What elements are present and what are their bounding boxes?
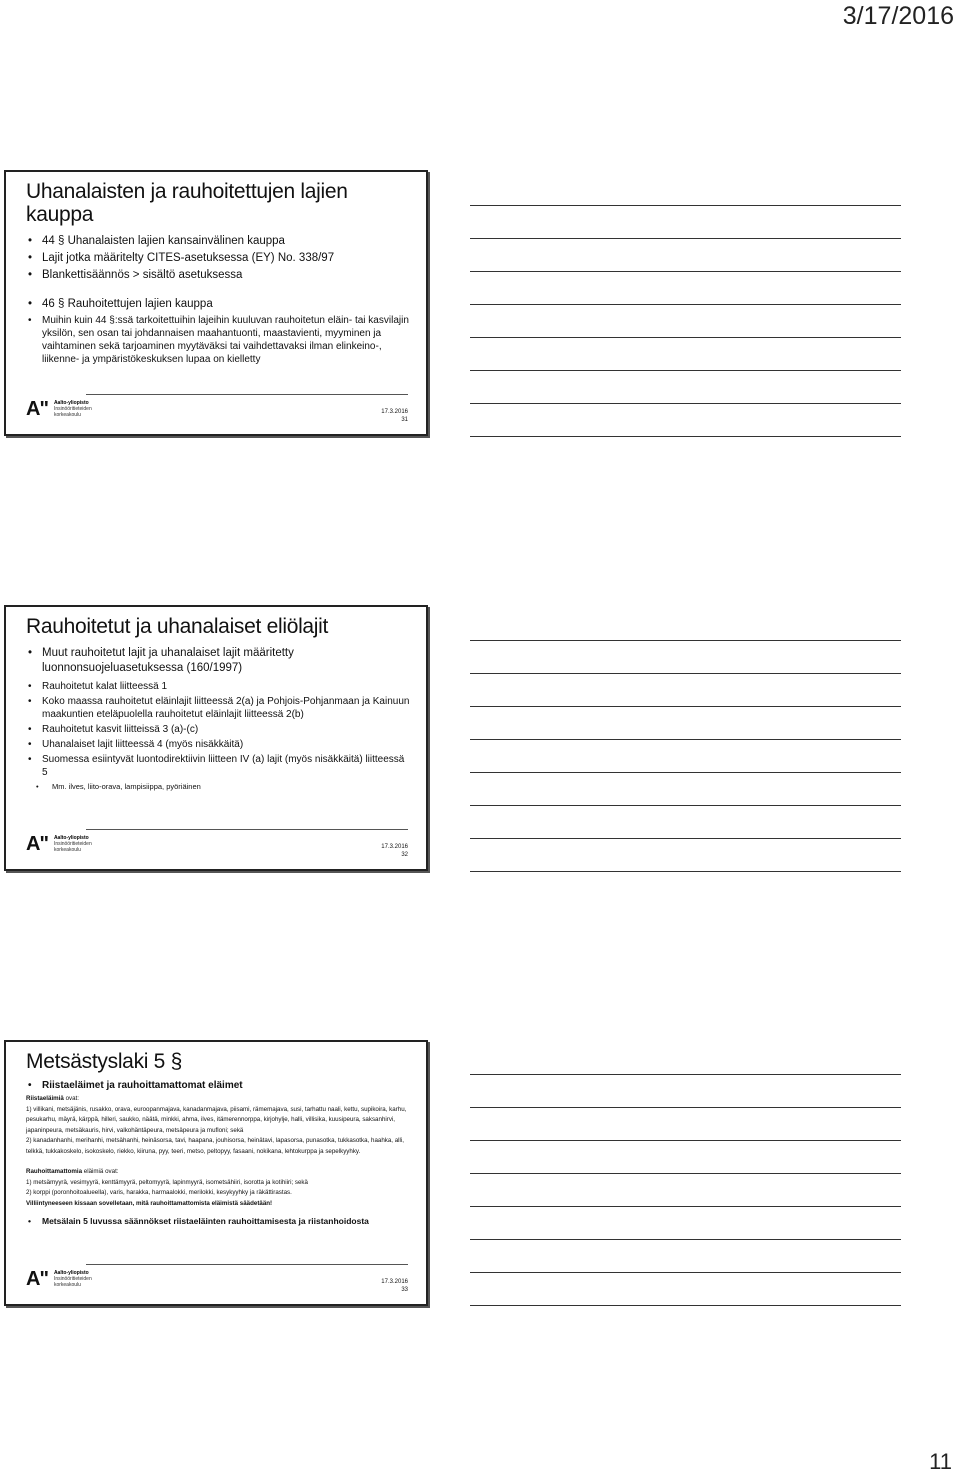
note-line [470,739,901,740]
section-heading: • 46 § Rauhoitettujen lajien kauppa [26,297,412,312]
bullet-item: • Riistaeläimet ja rauhoittamattomat eläimet [26,1079,412,1092]
page-date: 3/17/2016 [842,2,954,30]
bullet-list [26,1215,412,1228]
logo-line: Insinööritieteiden [53,841,92,847]
note-line [470,205,901,206]
section-heading-list [26,297,412,312]
note-line [470,1140,901,1141]
bullet-item: • Uhanalaiset lajit liitteessä 4 (myös nisäkkäitä) [26,738,412,751]
bullet-item: • Rauhoitetut kalat liitteessä 1 [26,680,412,693]
bullet-item: • Rauhoitetut kasvit liitteissä 3 (a)-(c) [26,723,412,736]
slide-footer [26,394,408,426]
rauhoittamattomat-label: Rauhoittamattomia [26,1168,83,1175]
logo-line: Insinööritieteiden [53,1276,92,1282]
rauhoittamattomat-list-2: 2) korppi (poronhoitoalueella), varis, harakka, harmaalokki, merilokki, kesykyyhky ja räkättirastas. [26,1189,292,1196]
footer-date: 17.3.2016 [381,409,408,415]
villi-kissa-note: Villiintyneeseen kissaan sovelletaan, mitä rauhoittamattomista eläimistä säädetään! [26,1199,273,1207]
footer-date: 17.3.2016 [381,844,408,850]
note-line [470,304,901,305]
aalto-logo [26,1270,92,1288]
footer-date: 17.3.2016 [381,1279,408,1285]
bullet-item: • Muihin kuin 44 §:ssä tarkoitettuihin lajeihin kuuluvan rauhoitetun eläin- tai kasvilajin yksilön, sen osan tai johdannaisen maahantuonti, maastavienti, myyminen ja vaihtaminen sekä tarjoaminen myytäväksi tai vaihdettavaksi ilman elinkeino-, liikenne- ja ympäristökeskuksen lupaa on kielletty [26,314,412,366]
note-line [470,370,901,371]
riista-suffix: ovat: [63,1095,79,1102]
logo-line: Aalto-yliopisto [53,835,89,841]
slide-body [26,615,412,795]
note-line [470,1107,901,1108]
logo-mark-icon: A" [26,398,48,420]
slide-32 [4,605,428,871]
logo-line: Aalto-yliopisto [53,400,89,406]
riista-list-2: 2) kanadanhanhi, merihanhi, metsähanhi, heinäsorsa, tavi, haapana, jouhisorsa, heinätavi, lapasorsa, punasotka, tukkasotka, haahka, alli, telkkä, tukkakoskelo, isokoskelo, riekko, kiiruna, pyy, teeri, metso, peltopyy, fasaani, nokikana, lehtokurppa ja sepelkyyhky. [26,1137,405,1155]
note-line [470,1272,901,1273]
note-line [470,772,901,773]
slide-body [26,1050,412,1230]
bullet-item: • 44 § Uhanalaisten lajien kansainvälinen kauppa [26,234,412,249]
riista-label: Riistaeläimiä [26,1095,64,1102]
bullet-item: • Suomessa esiintyvät luontodirektiivin liitteen IV (a) lajit (myös nisäkkäitä) liitteessä 5 [26,753,412,779]
logo-line: korkeakoulu [53,847,81,853]
note-line [470,1239,901,1240]
bullet-list [26,1079,412,1092]
bullet-item: • Muut rauhoitetut lajit ja uhanalaiset lajit määritetty luonnonsuojeluasetuksessa (160/1997) [26,646,412,676]
logo-mark-icon: A" [26,833,48,855]
slide-footer [26,829,408,861]
note-line [470,706,901,707]
logo-mark-icon: A" [26,1268,48,1290]
bullet-list [26,314,412,366]
bullet-item: • Metsälain 5 luvussa säännökset riistaeläinten rauhoittamisesta ja riistanhoidosta [26,1215,412,1228]
sub-bullet: • Mm. ilves, liito-orava, lampisiippa, pyöriäinen [26,782,412,792]
footer-rule [86,394,408,395]
note-line [470,871,901,872]
bullet-list [26,646,412,676]
rauhoittamattomat-heading [26,1167,412,1178]
footer-rule [86,1264,408,1265]
slide-number: 31 [401,417,408,423]
rauhoittamattomat-suffix: eläimiä ovat: [82,1168,119,1175]
bullet-item: • Blankettisäännös > sisältö asetuksessa [26,268,412,283]
note-line [470,1173,901,1174]
bullet-list [26,680,412,779]
note-line [470,640,901,641]
note-line [470,1074,901,1075]
logo-line: korkeakoulu [53,1282,81,1288]
slide-title: Uhanalaisten ja rauhoitettujen lajien kauppa [26,180,348,226]
slide-number: 32 [401,852,408,858]
slide-number: 33 [401,1287,408,1293]
slide-title: Rauhoitetut ja uhanalaiset eliölajit [26,615,329,638]
slide-title: Metsästyslaki 5 § [26,1050,182,1073]
note-line [470,271,901,272]
bullet-list [26,234,412,283]
note-line [470,673,901,674]
aalto-logo [26,835,92,853]
slide-footer [26,1264,408,1296]
aalto-logo [26,400,92,418]
note-line [470,403,901,404]
riista-heading [26,1094,412,1105]
logo-line: Aalto-yliopisto [53,1270,89,1276]
footer-rule [86,829,408,830]
note-line [470,238,901,239]
note-line [470,1305,901,1306]
note-line [470,436,901,437]
logo-line: Insinööritieteiden [53,406,92,412]
note-line [470,838,901,839]
bullet-item: • Lajit jotka määritelty CITES-asetuksessa (EY) No. 338/97 [26,251,412,266]
note-line [470,1206,901,1207]
note-line [470,805,901,806]
bullet-item: • Koko maassa rauhoitetut eläinlajit liitteessä 2(a) ja Pohjois-Pohjanmaan ja Kainuun maakuntien eteläpuolella rauhoitetut eläinlajit liitteessä 2(b) [26,695,412,721]
rauhoittamattomat-list-1: 1) metsämyyrä, vesimyyrä, kenttämyyrä, peltomyyrä, lapinmyyrä, isometsähiiri, isorotta ja kotihiiri; sekä [26,1178,308,1186]
riista-list-1: 1) villikani, metsäjänis, rusakko, orava, euroopanmajava, kanadanmajava, piisami, rämemajava, susi, tarhattu naali, kettu, supikoira, karhu, pesukarhu, mäyrä, kärppä, hilleri, saukko, näätä, minkki, ahma, ilves, itämerennorppa, kirjohylje, halli, villisika, kuusipeura, saksanhirvi, japaninpeura, metsäkauris, hirvi, valkohäntäpeura, metsäpeura ja mufloni; sekä [26,1105,407,1134]
slide-body [26,180,412,368]
note-line [470,337,901,338]
page-number: 11 [929,1449,952,1474]
slide-31 [4,170,428,436]
slide-33 [4,1040,428,1306]
logo-line: korkeakoulu [53,412,81,418]
